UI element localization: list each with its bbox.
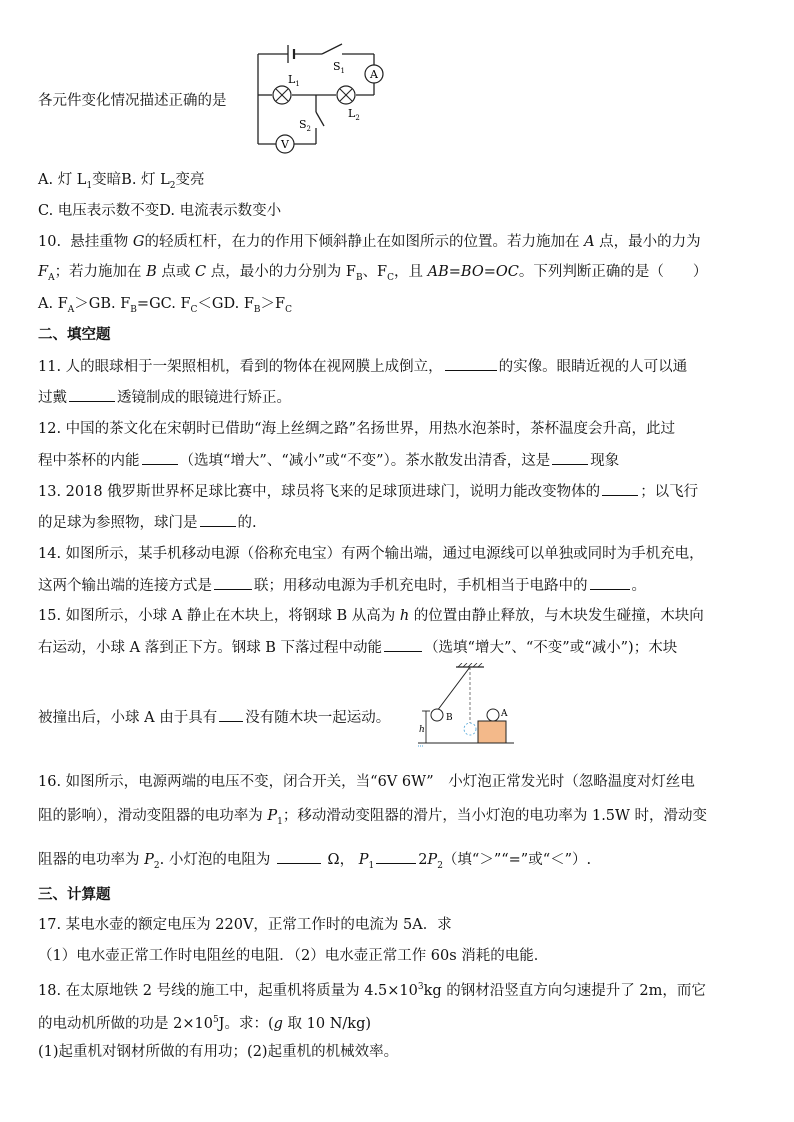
q17-line2: （1）电水壶正常工作时电阻丝的电阻．（2）电水壶正常工作 60s 消耗的电能． [38, 948, 549, 964]
q18-line3: (1)起重机对钢材所做的有用功；(2)起重机的机械效率。 [38, 1044, 399, 1060]
q17-line1: 17. 某电水壶的额定电压为 220V，正常工作时的电流为 5A．求 [38, 917, 452, 933]
q9-options-ab: A. 灯 $L_1$变暗B. 灯 $L_2$变亮 [38, 172, 205, 191]
q11-line1: 11. 人的眼球相于一架照相机，看到的物体在视网膜上成倒立， 的实像。眼睛近视的人可以通 [38, 356, 687, 377]
q11-blank-1[interactable] [445, 356, 497, 371]
section-title-calculation: 三、计算题 [38, 887, 111, 903]
svg-text:S1: $S_1$ [333, 60, 346, 75]
q14-blank-2[interactable] [590, 575, 630, 590]
svg-text:B: B [446, 713, 453, 723]
q16-line2: 阻的影响），滑动变阻器的电功率为 $P_1$；移动滑动变阻器的滑片，当小灯泡的电功率为 1.5W 时，滑动变 [38, 808, 708, 827]
q18-line1: 18. 在太原地铁 2 号线的施工中，起重机将质量为 $4.5\times 10^3kg$ 的钢材沿竖直方向匀速提升了 2m，而它 [38, 982, 706, 999]
q13-line2: 的足球为参照物，球门是 的. [38, 512, 257, 533]
q16-blank-2[interactable] [376, 849, 416, 864]
section-title-fill-in: 二、填空题 [38, 327, 111, 343]
circuit-diagram [250, 40, 400, 160]
svg-text:L2: $L_2$ [348, 107, 360, 122]
q12-line2: 程中茶杯的内能 （选填“增大”、“减小”或“不变”）。茶水散发出清香，这是 现象 [38, 450, 619, 471]
q10-line2: $F_A$；若力施加在 B 点或 C 点，最小的力分别为 $F_B$、$F_C$，且 AB=BO=OC。下列判断正确的是（ ） [38, 264, 708, 283]
svg-text:V: V [281, 138, 289, 151]
q9-stem: 各元件变化情况描述正确的是 [38, 93, 227, 109]
q14-line1: 14. 如图所示，某手机移动电源（俗称充电宝）有两个输出端，通过电源线可以单独或同时为手机充电， [38, 546, 704, 562]
switch-s2 [316, 112, 324, 126]
svg-text:L1: $L_1$ [288, 73, 300, 88]
q11-line2: 过戴 透镜制成的眼镜进行矫正。 [38, 387, 291, 408]
steel-ball-b [431, 709, 443, 721]
svg-text:A: A [370, 68, 378, 81]
q11-blank-2[interactable] [69, 387, 115, 402]
switch-s1 [322, 44, 342, 54]
q12-blank-2[interactable] [552, 450, 588, 465]
wood-block [478, 721, 506, 743]
q12-line1: 12. 中国的茶文化在宋朝时已借助“海上丝绸之路”名扬世界，用热水泡茶时，茶杯温度会升高，此过 [38, 421, 675, 437]
q12-blank-1[interactable] [142, 450, 178, 465]
q15-line2: 右运动，小球 A 落到正下方。钢球 B 下落过程中动能 （选填“增大”、“不变”或“减小”)；木块 [38, 637, 677, 658]
q14-line2: 这两个输出端的连接方式是 联；用移动电源为手机充电时，手机相当于电路中的 。 [38, 575, 646, 596]
q10-line1: 10. 悬挂重物 G的轻质杠杆，在力的作用下倾斜静止在如图所示的位置。若力施加在 A 点，最小的力为 [38, 234, 701, 250]
q15-blank-1[interactable] [384, 637, 422, 652]
q13-blank-1[interactable] [602, 481, 638, 496]
pendulum-figure [416, 663, 516, 749]
svg-text:h: h [419, 725, 425, 735]
q10-options: A. $F_A>GB$. $F_B=GC$. $F_C<GD$. $F_B>F_C$ [38, 296, 292, 315]
svg-text:S2: $S_2$ [299, 118, 312, 133]
q15-line1: 15. 如图所示，小球 A 静止在木块上，将钢球 B 从高为 h 的位置由静止释放，与木块发生碰撞，木块向 [38, 608, 704, 624]
q14-blank-1[interactable] [214, 575, 252, 590]
svg-text:A: A [501, 709, 508, 719]
q13-line1: 13. 2018 俄罗斯世界杯足球比赛中，球员将飞来的足球顶进球门，说明力能改变物体的 ；以飞行 [38, 481, 698, 502]
q16-blank-1[interactable] [277, 849, 321, 864]
ball-b-bottom-position [464, 723, 476, 735]
q9-options-cd: C. 电压表示数不变D. 电流表示数变小 [38, 203, 282, 219]
q18-line2: 的电动机所做的功是 $2\times 10^5J$。求：(g 取 10 N/kg) [38, 1015, 372, 1032]
q15-blank-2[interactable] [219, 707, 243, 722]
q16-line3: 阻器的电功率为 $P_2$. 小灯泡的电阻为 Ω， $P_1$ $2P_2$（填“＞”“=”或“＜”）. [38, 849, 591, 876]
q15-line3: 被撞出后，小球 A 由于具有 没有随木块一起运动。 [38, 707, 390, 728]
q16-line1: 16. 如图所示，电源两端的电压不变，闭合开关，当“6V 6W” 小灯泡正常发光时（忽略温度对灯丝电 [38, 774, 695, 790]
ball-a [487, 709, 499, 721]
q13-blank-2[interactable] [200, 512, 236, 527]
